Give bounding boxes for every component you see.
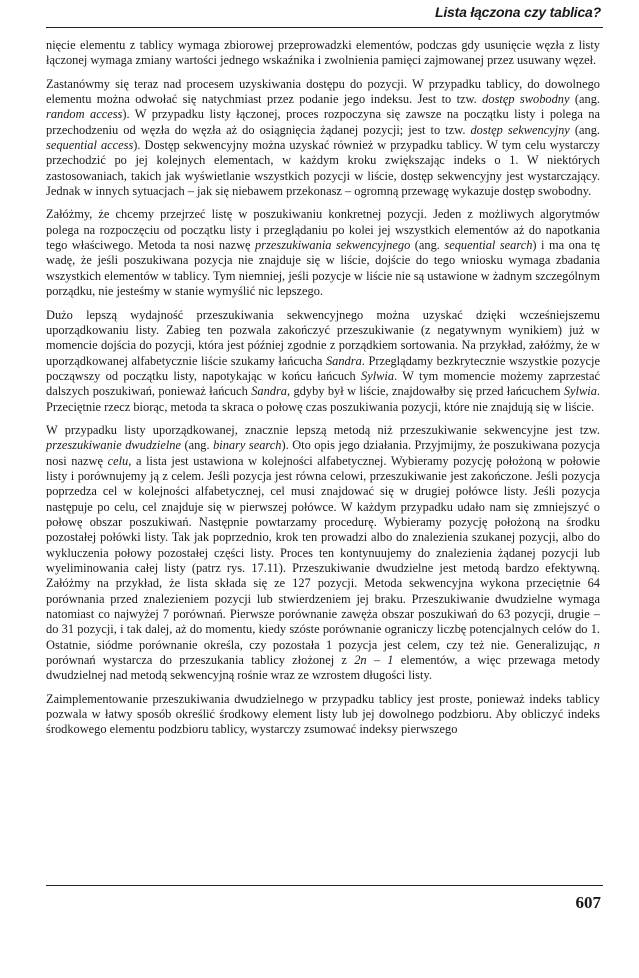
paragraph	[46, 207, 600, 299]
text-run: . W tym momencie możemy zaprzestać dalszych poszukiwań, ponieważ łańcuch	[46, 368, 600, 399]
text-run: . Przeciętnie rzecz biorąc, metoda ta skraca o połowę czas poszukiwania pozycji, które nie znajdują się w liście.	[46, 384, 600, 414]
text-run: Załóżmy, że chcemy przejrzeć listę w poszukiwaniu konkretnej pozycji. Jeden z możliwych algorytmów polega na rozpoczęciu od początku listy i przeglądaniu po kolei jej wszystkich elementów aż do napotkania tego właściwego. Metoda ta nosi nazwę	[46, 207, 600, 253]
text-run: ). W przypadku listy łączonej, proces rozpoczyna się zawsze na początku listy i polega na przechodzeniu od węzła do węzła aż do osiągnięcia żądanej pozycji; jest to tzw.	[46, 107, 600, 137]
italic-term: sequential access	[46, 138, 134, 153]
italic-term: przeszukiwania sekwencyjnego	[255, 238, 411, 253]
text-run: , a lista jest ustawiona w kolejności alfabetycznej. Wybieramy pozycję położoną w połowie listy i porównujemy ją z celem. Jeśli pozycja jest równa celowi, przeszukiwanie jest zakończone. Jeśli pozycja poprzedza cel w kolejności alfabetycznej, cel musi znajdować się w drugiej połówce listy. Jeśli pozycja następuje po celu, cel znajduje się w pierwszej połówce. W każdym przypadku udało nam się zmniejszyć o połowę obszar poszukiwań. Następnie powtarzamy procedurę. Wybieramy pozycję położoną na środku pozostałej połówki listy. Tak jak poprzednio, krok ten prowadzi albo do znalezienia szukanej pozycji, albo do wykluczenia połowy pozostałej części listy. Proces ten kontynuujemy do znalezienia żądanej pozycji lub wyeliminowania całej listy (patrz rys. 17.11). Przeszukiwanie dwudzielne jest metodą bardzo efektywną. Załóżmy na przykład, że lista składa się ze 127 pozycji. Metoda sekwencyjna wykona przeciętnie 64 porównania przed znalezieniem pozycji lub stwierdzeniem jej braku. Przeszukiwanie dwudzielne wymaga natomiast co najwyżej 7 porównań. Pierwsze porównanie zawęża obszar poszukiwań do 63 pozycji, drugie – do 31 pozycji, i tak dalej, aż do momentu, kiedy szóste porównanie ograniczy liczbę potencjalnych celów do 1. Ostatnie, siódme porównanie określa, czy pozostała 1 pozycja jest celem, czy też nie. Generalizując,	[46, 453, 600, 652]
italic-term: n	[593, 637, 600, 652]
text-run: ). Dostęp sekwencyjny można uzyskać również w przypadku tablicy. W tym celu wystarczy przechodzić po jej kolejnych elementach, w każdym kroku zwiększając indeks o 1. W niektórych zastosowaniach, takich jak wyświetlanie wszystkich pozycji w liście, dostęp sekwencyjny jest wystarczający. Jednak w innych sytuacjach – jak się niebawem przekonasz – ogromną przewagę wykazuje dostęp swobodny.	[46, 138, 600, 199]
italic-term: Sylwia	[361, 368, 395, 383]
text-run: (ang.	[569, 92, 600, 107]
text-run: porównań wystarcza do przeszukania tablicy złożonej z	[46, 653, 355, 668]
italic-term: celu	[107, 453, 129, 468]
italic-term: przeszukiwanie dwudzielne	[46, 438, 181, 453]
text-run: , gdyby był w liście, znajdowałby się przed łańcuchem	[287, 384, 564, 399]
paragraph	[46, 77, 600, 200]
italic-term: random access	[46, 107, 123, 122]
italic-term: dostęp swobodny	[482, 92, 570, 107]
text-run: (ang.	[569, 122, 600, 137]
italic-term: sequential search	[444, 238, 533, 253]
text-run: (ang.	[180, 438, 214, 453]
paragraph	[46, 423, 600, 684]
text-run: ) i ma ona tę wadę, że jeśli poszukiwana pozycja nie znajduje się w liście, dojście do tego wniosku wymaga zbadania wszystkich elementów w tablicy. Tym niemniej, jeśli pozycje w liście nie są ustawione w żadnym szczególnym porządku, nie jesteśmy w stanie wymyślić nic lepszego.	[46, 238, 600, 299]
italic-term: binary search	[213, 438, 282, 453]
paragraph	[46, 692, 600, 738]
italic-term: 2n – 1	[354, 653, 394, 668]
paragraph	[46, 308, 600, 415]
italic-term: Sylwia	[563, 384, 597, 399]
italic-term: dostęp sekwencyjny	[470, 122, 570, 137]
body-text	[46, 38, 600, 746]
text-run: Zastanówmy się teraz nad procesem uzyskiwania dostępu do pozycji. W przypadku tablicy, do dowolnego elementu można odwołać się natychmiast przez podanie jego indeksu. Jest to tzw.	[46, 76, 600, 107]
text-run: W przypadku listy uporządkowanej, znacznie lepszą metodą niż przeszukiwanie sekwencyjne jest tzw.	[46, 422, 600, 437]
running-header-title: Lista łączona czy tablica?	[435, 4, 601, 20]
text-run: ). Oto opis jego działania. Przyjmijmy, że poszukiwana pozycja nosi nazwę	[46, 438, 600, 468]
footer-divider	[46, 885, 603, 886]
text-run: elementów, a więc przewaga metody dwudzielnej nad metodą sekwencyjną rośnie wraz ze wzrostem długości listy.	[46, 653, 600, 683]
text-run: Zaimplementowanie przeszukiwania dwudzielnego w przypadku tablicy jest proste, ponieważ indeks tablicy pozwala w łatwy sposób określić środkowy element listy lub jej dowolnego podzbioru. Aby obliczyć indeks środkowego elementu podzbioru tablicy, wystarczy zsumować indeksy pierwszego	[46, 691, 600, 737]
text-run: Dużo lepszą wydajność przeszukiwania sekwencyjnego można uzyskać dzięki wcześniejszemu uporządkowaniu listy. Zabieg ten pozwala zakończyć przeszukiwanie (z negatywnym wynikiem) już w momencie dojścia do pozycji, która jest później zgodnie z porządkiem sortowania. Na przykład, załóżmy, że w uporządkowanej alfabetycznie liście szukamy łańcucha	[46, 307, 600, 368]
italic-term: Sandra	[251, 384, 287, 399]
text-run: . Przeglądamy bezkrytecznie wszystkie pozycje począwszy od początku listy, napotykając w końcu łańcuch	[46, 353, 600, 383]
text-run: (ang.	[410, 238, 445, 253]
paragraph	[46, 38, 600, 69]
italic-term: Sandra	[325, 353, 362, 368]
header-divider	[46, 27, 603, 28]
text-run: nięcie elementu z tablicy wymaga zbiorowej przeprowadzki elementów, podczas gdy usunięcie węzła z listy łączonej wymaga zmiany wartości jednego wskaźnika i zwolnienia pamięci zajmowanej przez usuwany węzeł.	[46, 38, 600, 68]
page-number: 607	[575, 893, 601, 912]
